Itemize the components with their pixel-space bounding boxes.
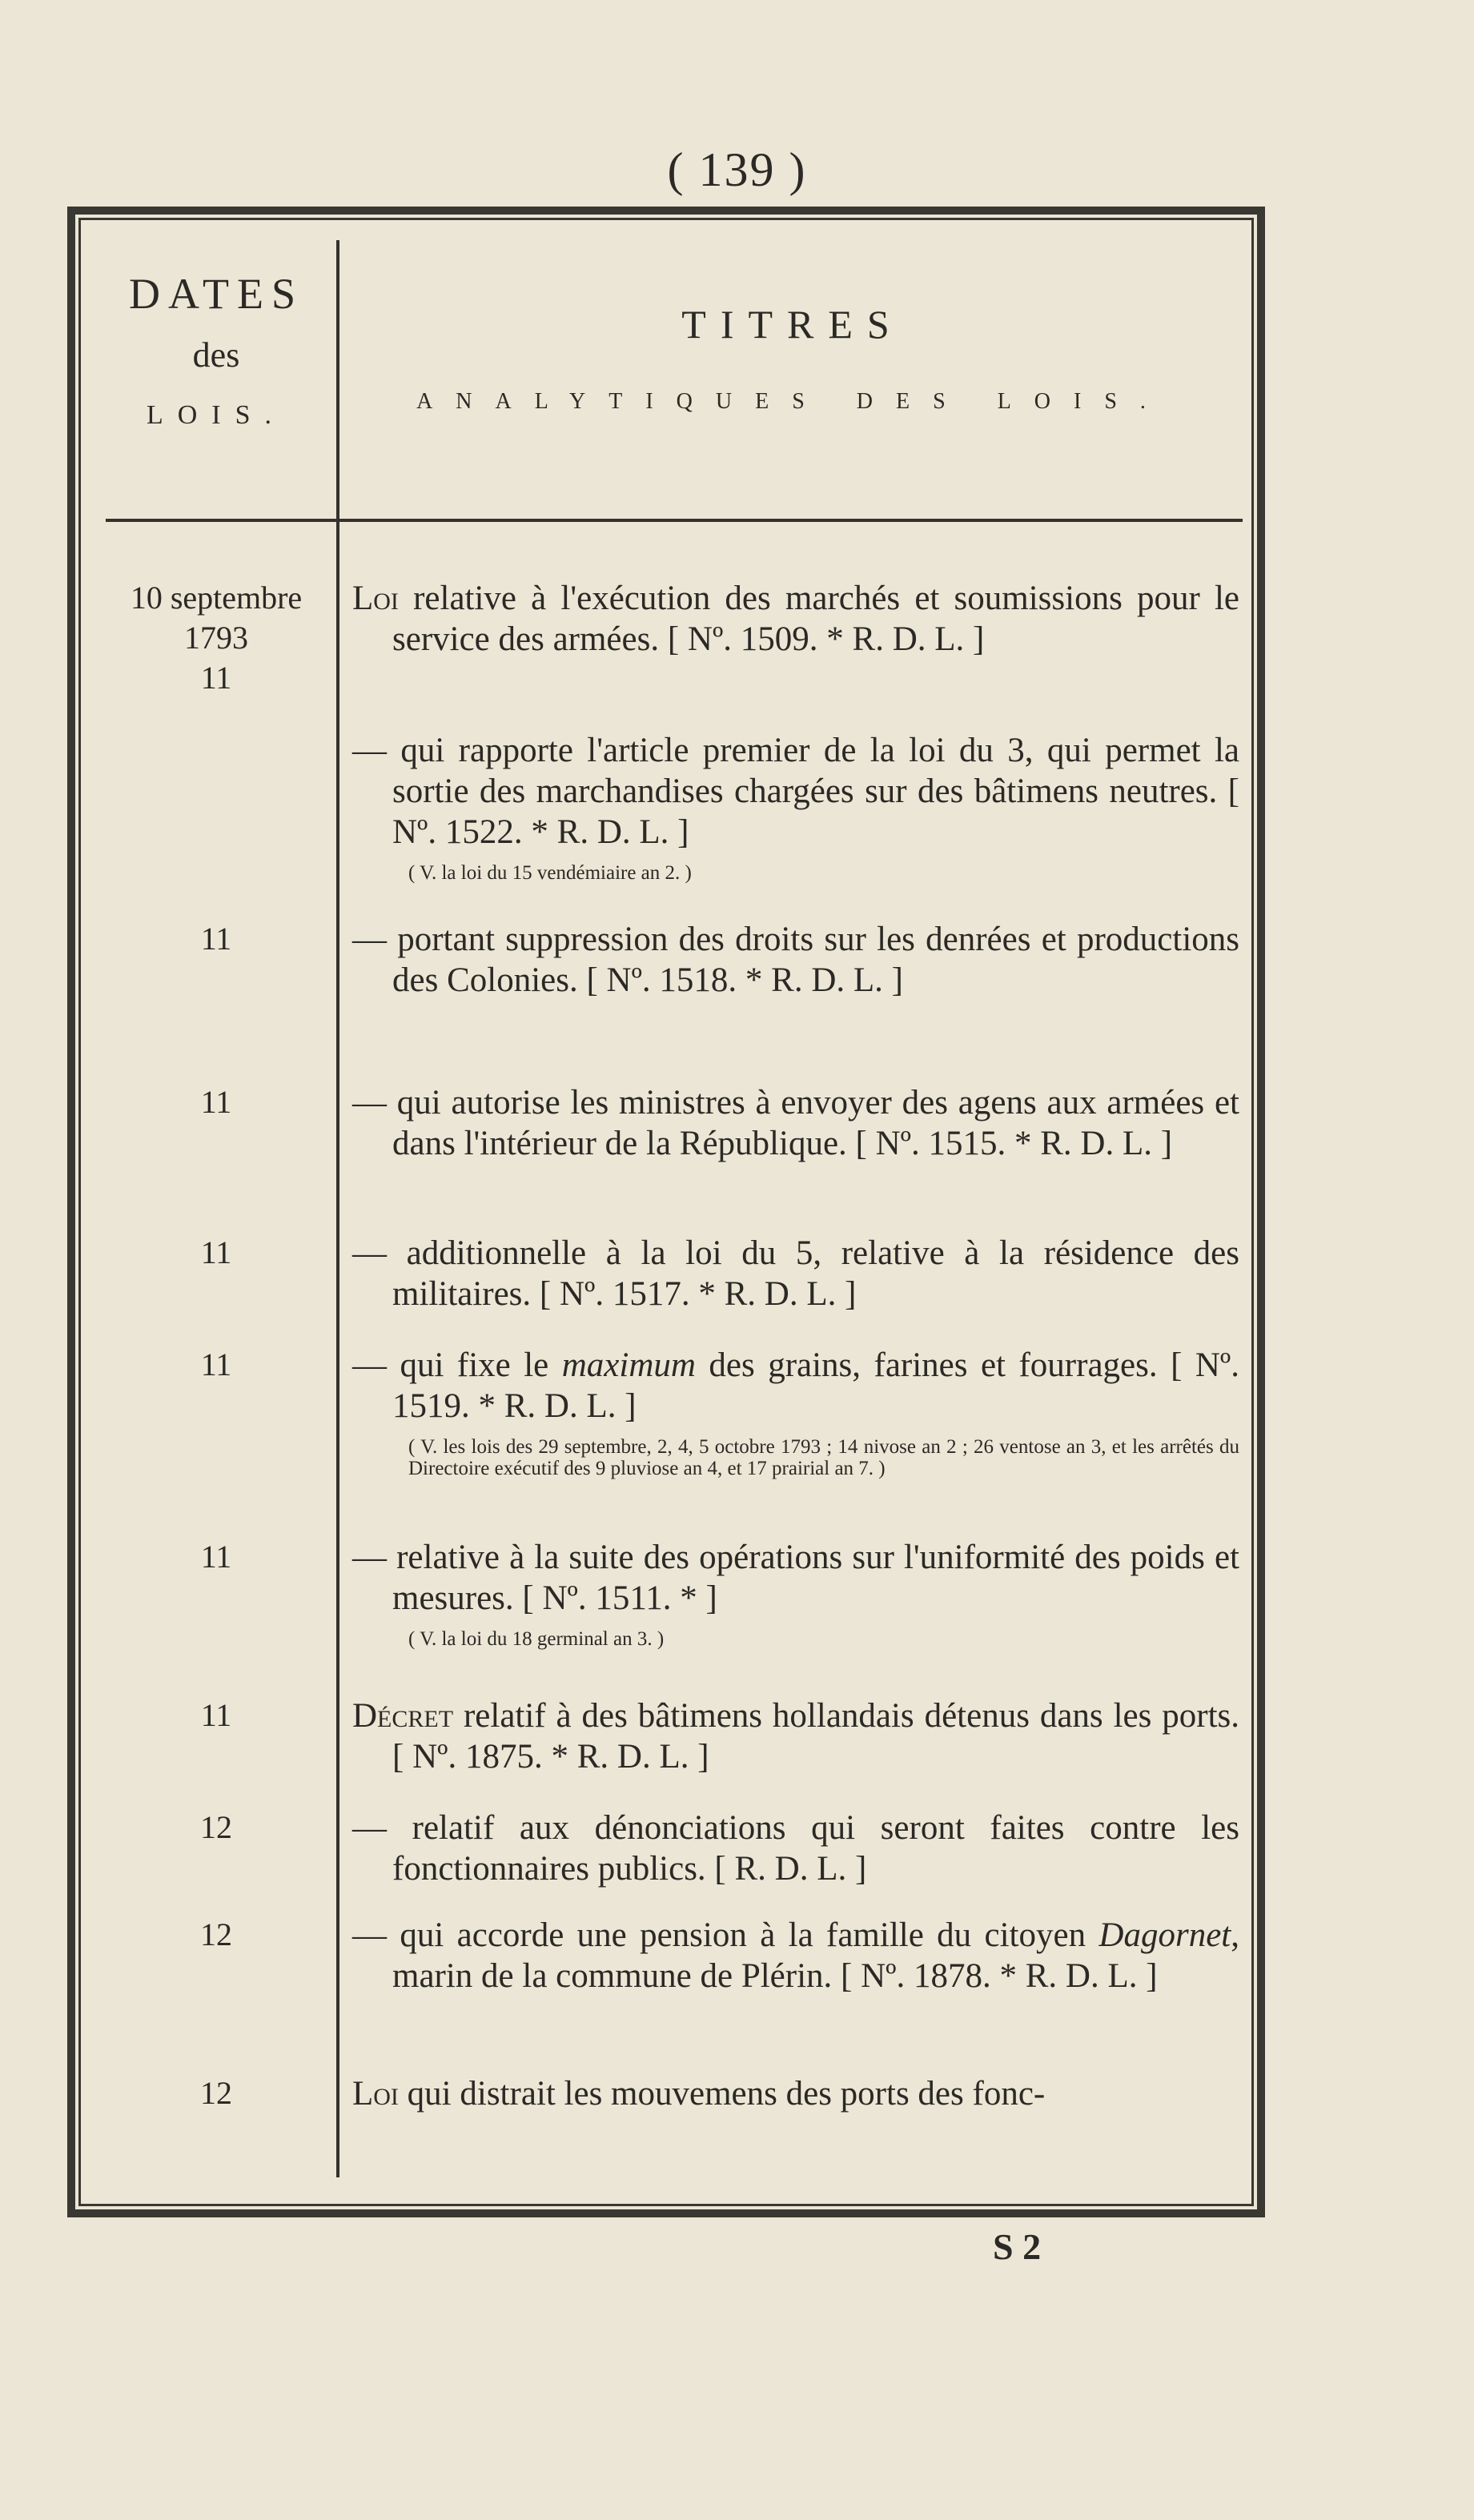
- date-line: 11: [200, 1539, 232, 1575]
- entry-text: [352, 1695, 1239, 1777]
- date-line: 1793: [184, 620, 248, 656]
- date-line: 11: [200, 660, 232, 696]
- entry-text: [352, 578, 1239, 660]
- header-titles: [344, 304, 1241, 413]
- entry-body: relative à l'exécution des marchés et soumissions pour le service des armées. [ Nº. 1509. * R. D. L. ]: [392, 580, 1239, 658]
- date-line: 12: [200, 1809, 232, 1845]
- header-dates-sub2: LOIS.: [146, 400, 287, 430]
- entry-body: , marin de la commune de Plérin. [ Nº. 1878. * R. D. L. ]: [392, 1916, 1239, 1995]
- entry-body: — qui rapporte l'article premier de la loi du 3, qui permet la sortie des marchandises chargées sur des bâtimens neutres. [ Nº. 1522. * R. D. L. ]: [352, 732, 1239, 851]
- entry-text: [352, 1082, 1239, 1164]
- entry-note: ( V. les lois des 29 septembre, 2, 4, 5 octobre 1793 ; 14 nivose an 2 ; 26 ventose an 3, et les arrêtés du Directoire exécutif des 9 pluviose an 4, et 17 prairial an 7. ): [408, 1436, 1239, 1479]
- entry-body: relatif à des bâtimens hollandais détenus dans les ports. [ Nº. 1875. * R. D. L. ]: [392, 1697, 1239, 1776]
- header-dates: [96, 272, 336, 429]
- entry-date: [96, 1915, 336, 1955]
- entry-date: [96, 1082, 336, 1122]
- date-line: 12: [200, 1916, 232, 1952]
- column-divider: [336, 240, 339, 2177]
- entry-body: — qui fixe le: [352, 1346, 562, 1384]
- date-line: 11: [200, 1697, 232, 1733]
- entry-body: qui distrait les mouvemens des ports des fonc-: [398, 2075, 1046, 2113]
- entry-date: [96, 1345, 336, 1385]
- date-line: 12: [200, 2075, 232, 2111]
- entry-body: — additionnelle à la loi du 5, relative à la résidence des militaires. [ Nº. 1517. * R. D. L. ]: [352, 1234, 1239, 1313]
- signature-mark: S 2: [993, 2226, 1042, 2267]
- date-line: 11: [200, 921, 232, 957]
- entry-body: — relative à la suite des opérations sur l'uniformité des poids et mesures. [ Nº. 1511. * ]: [352, 1539, 1239, 1617]
- entry-lead: Loi: [352, 2075, 399, 2113]
- header-dates-title: DATES: [128, 270, 303, 318]
- entry-italic: Dagornet: [1098, 1916, 1231, 1954]
- page-number: ( 139 ): [667, 143, 807, 196]
- entry-lead: Décret: [352, 1697, 454, 1735]
- entry-date: [96, 919, 336, 959]
- entry-text: [352, 1808, 1239, 1889]
- entry-body: — portant suppression des droits sur les denrées et productions des Colonies. [ Nº. 1518. * R. D. L. ]: [352, 921, 1239, 999]
- entry-lead: Loi: [352, 580, 399, 617]
- entry-text: [352, 919, 1239, 1001]
- entry-note: ( V. la loi du 15 vendémiaire an 2. ): [408, 862, 692, 884]
- entry-body: — qui autorise les ministres à envoyer des agens aux armées et dans l'intérieur de la République. [ Nº. 1515. * R. D. L. ]: [352, 1084, 1239, 1162]
- header-titles-title: TITRES: [681, 302, 904, 347]
- entry-text: [352, 1537, 1239, 1650]
- date-line: 11: [200, 1084, 232, 1120]
- entry-date: [96, 1537, 336, 1577]
- entry-date: [96, 1695, 336, 1736]
- entry-text: [352, 1915, 1239, 1996]
- header-rule: [106, 519, 1243, 522]
- entry-date: [96, 1233, 336, 1273]
- entry-text: [352, 730, 1239, 884]
- date-line: 11: [200, 1234, 232, 1270]
- entry-italic: maximum: [561, 1346, 696, 1384]
- date-line: 10 septembre: [130, 580, 303, 616]
- entry-date: [96, 2073, 336, 2113]
- entry-date: [96, 578, 336, 698]
- entry-text: [352, 2073, 1239, 2114]
- entry-date: [96, 1808, 336, 1848]
- entry-note: ( V. la loi du 18 germinal an 3. ): [408, 1628, 665, 1650]
- header-dates-sub1: des: [192, 335, 240, 375]
- entry-body: des grains, farines et fourrages. [ Nº. 1519. * R. D. L. ]: [392, 1346, 1239, 1425]
- date-line: 11: [200, 1346, 232, 1382]
- entry-text: [352, 1233, 1239, 1314]
- entry-text: [352, 1345, 1239, 1479]
- header-titles-sub: ANALYTIQUES DES LOIS.: [416, 389, 1169, 414]
- entry-body: — relatif aux dénonciations qui seront faites contre les fonctionnaires publics. [ R. D. L. ]: [352, 1809, 1239, 1888]
- entry-body: — qui accorde une pension à la famille du citoyen: [352, 1916, 1099, 1954]
